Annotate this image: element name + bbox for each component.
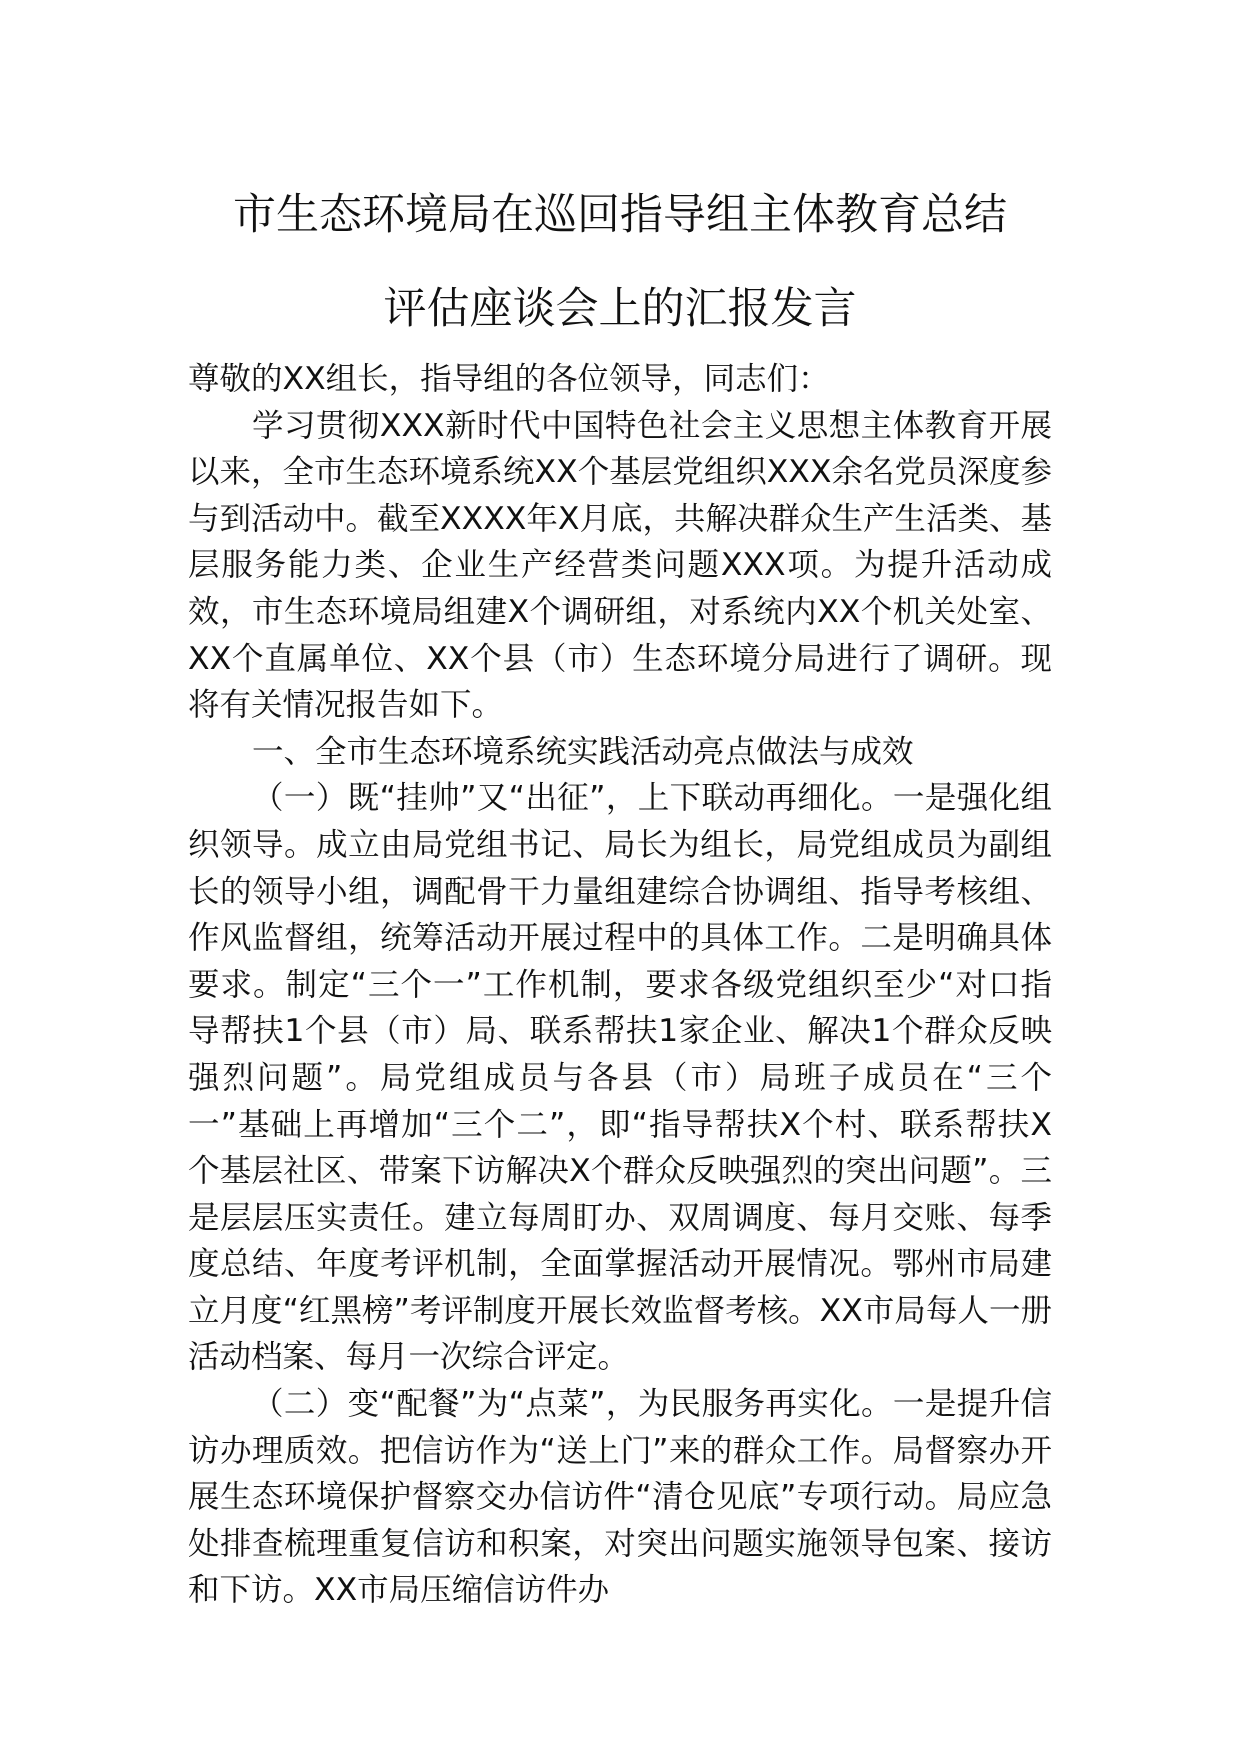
document-title-line-1: 市生态环境局在巡回指导组主体教育总结 (233, 190, 1007, 240)
salutation: 尊敬的XX组长，指导组的各位领导，同志们： (188, 361, 830, 397)
intro-paragraph: 学习贯彻XXX新时代中国特色社会主义思想主体教育开展以来，全市生态环境系统XX个基层党组织XXX余名党员深度参与到活动中。截至XXXX年X月底，共解决群众生产生活类、基层服务能力类、企业生产经营类问题XXX项。为提升活动成效，市生态环境局组建X个调研组，对系统内XX个机关处室、XX个直属单位、XX个县（市）生态环境分局进行了调研。现将有关情况报告如下。 (188, 407, 1052, 724)
paragraph-1: （一）既“挂帅”又“出征”，上下联动再细化。一是强化组织领导。成立由局党组书记、局长为组长，局党组成员为副组长的领导小组，调配骨干力量组建综合协调组、指导考核组、作风监督组，统筹活动开展过程中的具体工作。二是明确具体要求。制定“三个一”工作机制，要求各级党组织至少“对口指导帮扶1个县（市）局、联系帮扶1家企业、解决1个群众反映强烈问题”。局党组成员与各县（市）局班子成员在“三个一”基础上再增加“三个二”，即“指导帮扶X个村、联系帮扶X个基层社区、带案下访解决X个群众反映强烈的突出问题”。三是层层压实责任。建立每周盯办、双周调度、每月交账、每季度总结、年度考评机制，全面掌握活动开展情况。鄂州市局建立月度“红黑榜”考评制度开展长效监督考核。XX市局每人一册活动档案、每月一次综合评定。 (188, 780, 1052, 1376)
section-heading-1: 一、全市生态环境系统实践活动亮点做法与成效 (252, 733, 914, 770)
document-body (188, 168, 1052, 1614)
paragraph-2: （二）变“配餐”为“点菜”，为民服务再实化。一是提升信访办理质效。把信访作为“送上门”来的群众工作。局督察办开展生态环境保护督察交办信访件“清仓见底”专项行动。局应急处排查梳理重复信访和积案，对突出问题实施领导包案、接访和下访。XX市局压缩信访件办 (188, 1386, 1052, 1609)
document-title-line-2: 评估座谈会上的汇报发言 (383, 284, 857, 334)
